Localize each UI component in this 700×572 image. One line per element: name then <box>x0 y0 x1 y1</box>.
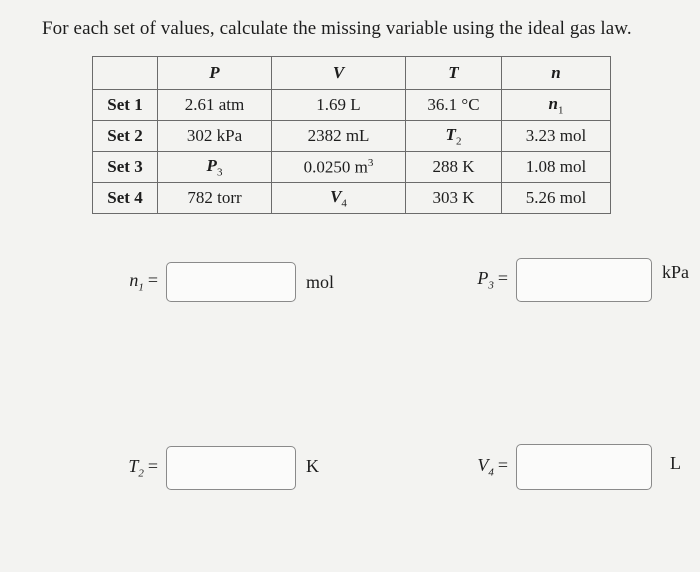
equals-sign: = <box>497 268 508 289</box>
answer-var: n <box>129 270 139 291</box>
equals-sign: = <box>147 270 158 291</box>
answer-t2-unit: K <box>306 455 319 476</box>
cell-temperature: 303 K <box>406 183 502 214</box>
header-temperature: T <box>406 57 502 90</box>
cell-moles: 5.26 mol <box>502 183 611 214</box>
question-prompt: For each set of values, calculate the missing variable using the ideal gas law. <box>42 18 632 39</box>
answer-t2 <box>80 446 319 490</box>
ideal-gas-table <box>92 56 611 214</box>
answer-var: T <box>128 456 139 477</box>
answer-v4 <box>430 444 681 490</box>
t2-input[interactable] <box>166 446 296 490</box>
header-volume: V <box>272 57 406 90</box>
answer-t2-label <box>80 456 158 480</box>
answer-p3-unit: kPa <box>662 261 689 282</box>
table-header-row <box>93 57 611 90</box>
answer-sub: 1 <box>138 281 144 294</box>
unknown-var: n <box>548 93 558 113</box>
unknown-var: T <box>445 124 456 144</box>
table-row <box>93 90 611 121</box>
cell-volume: 1.69 L <box>272 90 406 121</box>
cell-volume: 2382 mL <box>272 121 406 152</box>
cell-temperature-unknown <box>406 121 502 152</box>
unknown-sub: 3 <box>216 166 223 179</box>
unknown-sub: 2 <box>455 135 462 148</box>
row-label: Set 2 <box>93 121 158 152</box>
unknown-var: P <box>206 155 217 175</box>
unknown-sub: 1 <box>557 104 564 117</box>
cell-volume <box>272 152 406 183</box>
unknown-var: V <box>330 186 342 206</box>
answer-v4-unit: L <box>670 452 681 473</box>
table-row <box>93 121 611 152</box>
cell-temperature: 36.1 °C <box>406 90 502 121</box>
cell-volume-unknown <box>272 183 406 214</box>
answer-v4-label <box>430 455 508 479</box>
cell-pressure: 782 torr <box>158 183 272 214</box>
table-corner-cell <box>93 57 158 90</box>
cell-moles: 3.23 mol <box>502 121 611 152</box>
cell-temperature: 288 K <box>406 152 502 183</box>
cell-pressure-unknown <box>158 152 272 183</box>
answer-n1-unit: mol <box>306 271 335 292</box>
volume-exponent: 3 <box>367 156 374 169</box>
v4-input[interactable] <box>516 444 652 490</box>
header-moles: n <box>502 57 611 90</box>
answer-var: P <box>477 268 489 289</box>
equals-sign: = <box>147 456 158 477</box>
answer-n1-label <box>80 270 158 294</box>
cell-moles-unknown <box>502 90 611 121</box>
row-label: Set 4 <box>93 183 158 214</box>
row-label: Set 3 <box>93 152 158 183</box>
n1-input[interactable] <box>166 262 296 302</box>
answer-var: V <box>477 455 489 476</box>
answer-p3-label <box>430 268 508 292</box>
answer-sub: 3 <box>488 279 494 292</box>
row-label: Set 1 <box>93 90 158 121</box>
header-pressure: P <box>158 57 272 90</box>
cell-pressure: 2.61 atm <box>158 90 272 121</box>
p3-input[interactable] <box>516 258 652 302</box>
volume-value: 0.0250 m <box>303 157 368 177</box>
answer-n1 <box>80 262 334 302</box>
table-row <box>93 183 611 214</box>
answer-sub: 4 <box>488 466 494 479</box>
answer-p3 <box>430 258 689 302</box>
cell-pressure: 302 kPa <box>158 121 272 152</box>
unknown-sub: 4 <box>341 197 347 210</box>
answer-sub: 2 <box>138 467 144 480</box>
cell-moles: 1.08 mol <box>502 152 611 183</box>
table-row <box>93 152 611 183</box>
equals-sign: = <box>497 455 508 476</box>
